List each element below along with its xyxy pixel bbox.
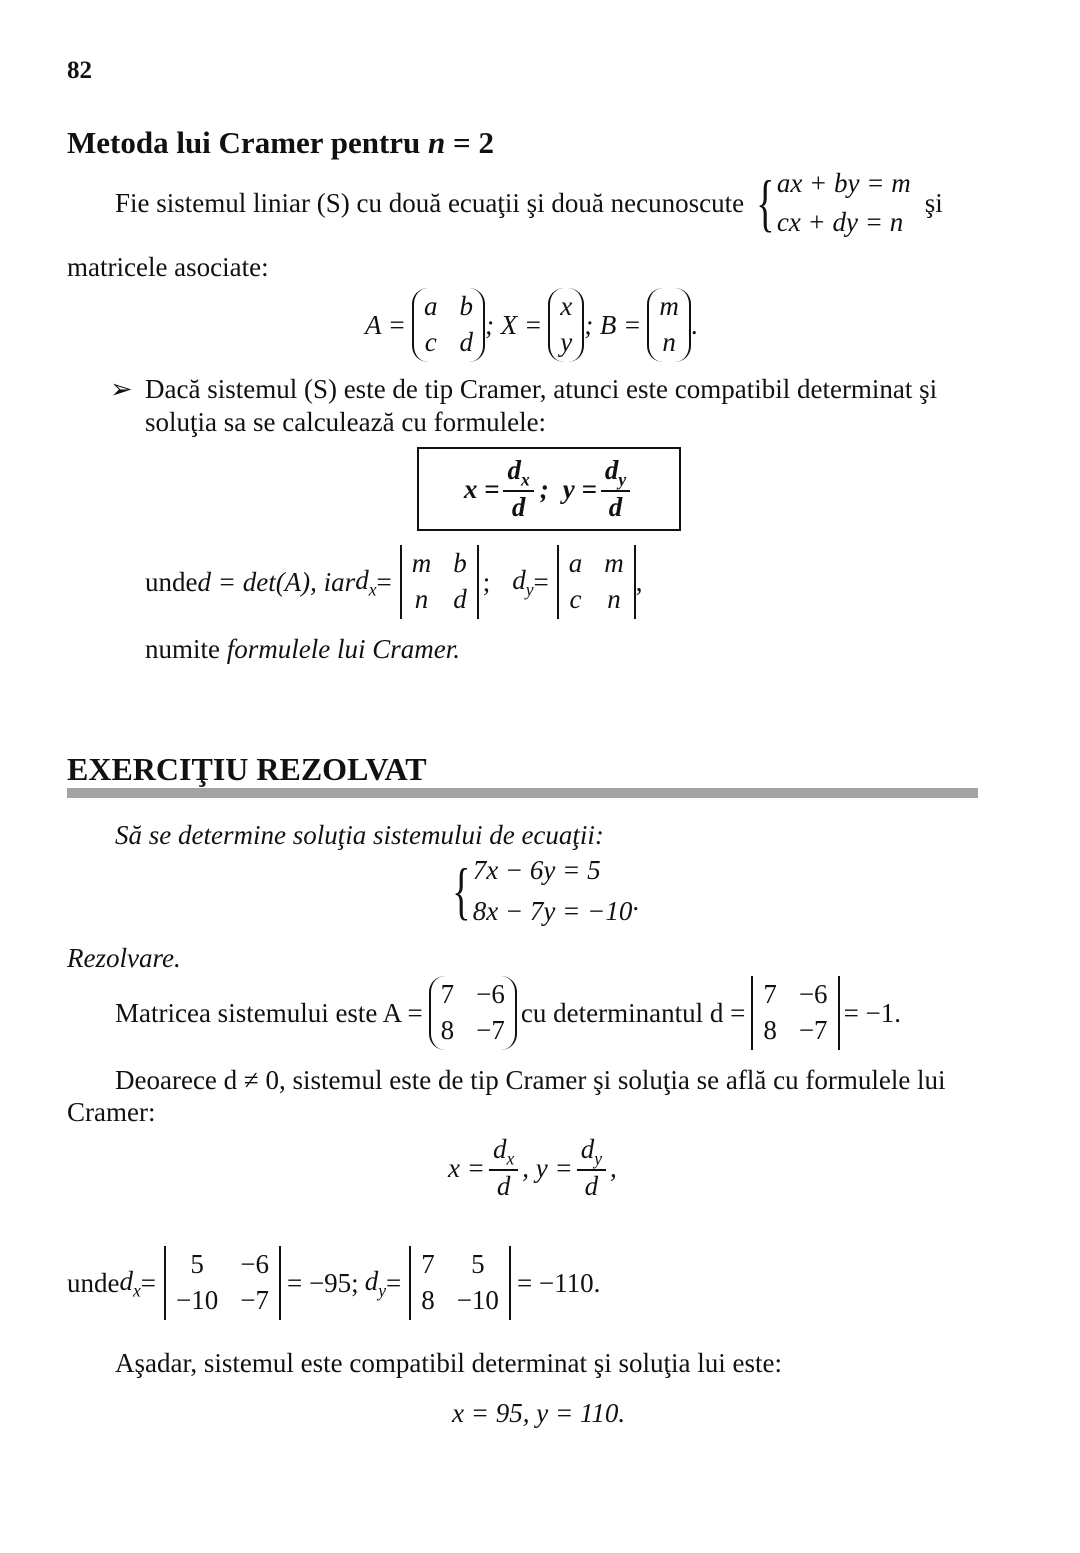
math-token: d [584, 1170, 599, 1201]
determinant-definitions [145, 545, 642, 619]
math-token: −6 [476, 979, 505, 1009]
math-token: −6 [240, 1249, 269, 1279]
math-token: 8 [440, 1014, 455, 1045]
math-token: d [496, 1170, 511, 1201]
section-title [67, 124, 494, 161]
bullet-line1: Dacă sistemul (S) este de tip Cramer, atunci este compatibil determinat şi [145, 374, 938, 404]
title-text: Metoda lui Cramer pentru [67, 125, 429, 160]
math-token: unde [67, 1267, 120, 1298]
text: unde [145, 566, 198, 597]
matrix-line [115, 976, 901, 1050]
title-tail: = 2 [445, 125, 494, 160]
math-token: 7 [440, 979, 455, 1009]
determinant-dx [164, 1246, 281, 1320]
named-line [145, 633, 460, 665]
math-token: x [368, 578, 377, 599]
math-token: −10 [176, 1284, 219, 1315]
math-token: 5 [471, 1249, 485, 1279]
bullet-line2: soluţia sa se calculează cu formulele: [145, 407, 547, 437]
math-token: . [632, 885, 640, 916]
math-token: y [525, 578, 534, 599]
math-token: c [569, 583, 582, 614]
math-token: −7 [798, 1014, 828, 1045]
exercise-system [446, 850, 639, 931]
math-token: y [560, 326, 573, 357]
math-token: = [385, 1267, 402, 1298]
math-token: b [453, 548, 467, 578]
result: = −1. [843, 997, 902, 1028]
math-token: x [132, 1279, 141, 1300]
final-answer: x = 95, y = 110. [452, 1398, 626, 1428]
d-definition: d = det(A), iar [197, 566, 356, 597]
determinant-dy [557, 545, 636, 619]
conclusion-text: Aşadar, sistemul este compatibil determinat şi soluţia lui este: [115, 1348, 783, 1378]
math-token: n [662, 326, 676, 357]
sep: ; [482, 566, 491, 597]
determinants-values [67, 1246, 600, 1320]
fraction-y [577, 1134, 606, 1202]
math-token: −10 [456, 1284, 499, 1315]
y-eq: y = [562, 473, 597, 504]
page-number: 82 [67, 57, 92, 84]
math-token: m [411, 548, 432, 578]
equation: 8x − 7y = −10 [472, 895, 633, 926]
x-eq: x = [463, 473, 500, 504]
math-token: , y = [522, 1152, 573, 1183]
equation: cx + dy = n [776, 207, 904, 238]
arrow-bullet-icon: ➢ [110, 374, 133, 404]
matrix-X [548, 288, 584, 362]
text: Matricea sistemului este A = [115, 997, 423, 1028]
math-token: d [459, 326, 473, 357]
math-token: 7 [763, 979, 777, 1009]
label: ; X = [484, 309, 543, 340]
general-system [750, 164, 911, 242]
math-token: d [364, 1265, 379, 1296]
eq: = [376, 566, 392, 597]
solution-label: Rezolvare. [67, 943, 181, 973]
math-token: 7 [421, 1249, 435, 1279]
math-token: a [568, 548, 583, 578]
intro-line [115, 164, 943, 242]
determinant-dx [400, 545, 479, 619]
math-token: x [560, 291, 573, 321]
since-line1: Deoarece d ≠ 0, sistemul este de tip Cramer şi soluţia se află cu formulele lui [115, 1065, 946, 1095]
math-token: = [140, 1267, 156, 1298]
math-token: 8 [421, 1284, 435, 1315]
matrix-B [647, 288, 691, 362]
math-token: x [506, 1148, 515, 1169]
math-token: m [604, 548, 624, 578]
math-token: x = [448, 1152, 485, 1183]
math-token: d [119, 1265, 133, 1296]
determinant-dy [409, 1246, 511, 1320]
and-word: şi [924, 187, 943, 218]
exercise-task: Să se determine soluţia sistemului de ecuaţii: [115, 820, 604, 850]
math-token: n [414, 583, 429, 614]
determinant-A [751, 976, 839, 1050]
math-token: b [459, 291, 473, 321]
matrix-A [412, 288, 485, 362]
math-token: n [607, 583, 621, 614]
fraction-x [503, 455, 533, 523]
cramer-formula-box [417, 447, 681, 531]
math-token: d [608, 491, 623, 522]
math-token: numite [145, 634, 227, 664]
math-token: , [610, 1152, 617, 1183]
label: A = [365, 309, 406, 340]
label: ; B = [584, 309, 642, 340]
math-token: x [520, 469, 530, 490]
brace-icon: { [452, 854, 471, 926]
sep: ; [539, 473, 549, 504]
math-token: d [604, 455, 619, 486]
intro-line2: matricele asociate: [67, 252, 269, 282]
title-divider [67, 788, 978, 798]
math-token: d [580, 1134, 595, 1164]
comma: , [635, 566, 643, 597]
equation: 7x − 6y = 5 [472, 855, 601, 885]
math-token: −7 [240, 1284, 269, 1315]
fraction-x [489, 1134, 518, 1202]
brace-icon: { [756, 167, 775, 239]
math-token: d [355, 564, 369, 595]
fraction-y [601, 455, 630, 523]
dy-value: = −110. [516, 1267, 601, 1298]
dx-value: = −95; [286, 1267, 359, 1298]
math-token: 8 [763, 1014, 777, 1045]
math-token: d [492, 1134, 507, 1164]
exercise-title: EXERCIŢIU REZOLVAT [67, 751, 427, 787]
period: . [690, 309, 698, 340]
math-token: d [511, 491, 526, 522]
math-token: y [378, 1279, 386, 1300]
math-token: −7 [476, 1014, 505, 1045]
matrix-A-values [429, 976, 517, 1050]
title-var: n [428, 125, 446, 160]
eq: = [533, 566, 549, 597]
associated-matrices [365, 288, 698, 362]
math-token: d [453, 583, 467, 614]
math-token: formulele lui Cramer. [226, 634, 460, 664]
math-token: y [618, 469, 627, 490]
intro-text: Fie sistemul liniar (S) cu două ecuaţii şi două necunoscute [115, 187, 745, 218]
math-token: d [512, 564, 526, 595]
math-token: a [423, 291, 438, 321]
math-token: d [507, 455, 521, 486]
equation: ax + by = m [776, 168, 911, 198]
math-token: 5 [190, 1249, 204, 1279]
since-line2: Cramer: [67, 1097, 156, 1127]
math-token: c [424, 326, 437, 357]
text: cu determinantul d = [520, 997, 746, 1028]
math-token: y [594, 1148, 602, 1169]
math-token: m [659, 291, 679, 321]
math-token: −6 [798, 979, 828, 1009]
cramer-formula [448, 1134, 617, 1202]
